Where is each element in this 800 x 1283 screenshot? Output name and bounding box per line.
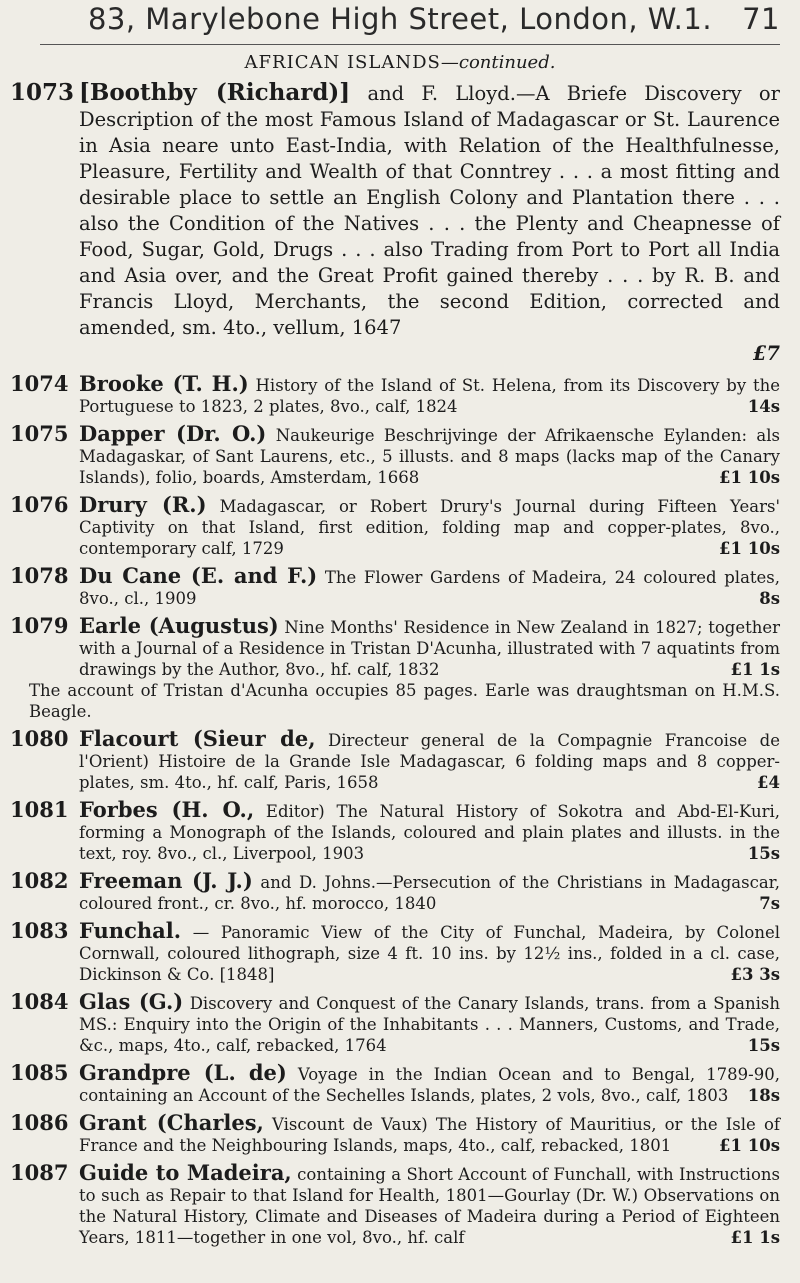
lot-number: 1084 bbox=[10, 989, 69, 1014]
lot-number: 1073 bbox=[10, 79, 75, 106]
entry-description: Directeur general de la Compagnie Francoise de l'Orient) Histoire de la Grande Isle Madagascar, 6 folding maps and 8 copper-plates, sm. 4to., hf. calf, Paris, 1658 bbox=[79, 731, 780, 792]
entry-description: History of the Island of St. Helena, from its Discovery by the Portuguese to 1823, 2 plates, 8vo., calf, 1824 bbox=[79, 376, 781, 416]
entry-description: The Flower Gardens of Madeira, 24 coloured plates, 8vo., cl., 1909 bbox=[79, 568, 781, 608]
entry-author: Funchal. bbox=[79, 918, 182, 943]
catalogue-entry bbox=[10, 373, 780, 417]
lot-number: 1083 bbox=[10, 918, 69, 943]
catalogue-entry bbox=[10, 1162, 780, 1248]
lot-number: 1079 bbox=[10, 613, 69, 638]
entry-price: £1 1s bbox=[730, 1228, 780, 1247]
lot-number: 1085 bbox=[10, 1060, 69, 1085]
section-title: AFRICAN ISLANDS bbox=[244, 52, 441, 73]
lot-number: 1080 bbox=[10, 726, 69, 751]
page-number: 71 bbox=[742, 2, 780, 36]
entry-price: £7 bbox=[752, 342, 780, 365]
entry-author: Forbes (H. O., bbox=[79, 797, 255, 822]
catalogue-entry bbox=[10, 565, 780, 609]
entry-description: Madagascar, or Robert Drury's Journal during Fifteen Years' Captivity on that Island, first edition, folding map and copper-plates, 8vo., contemporary calf, 1729 bbox=[79, 497, 780, 558]
entry-author: Grant (Charles, bbox=[79, 1110, 264, 1135]
lot-number: 1075 bbox=[10, 421, 69, 446]
entry-author: Brooke (T. H.) bbox=[79, 371, 249, 396]
entry-price: 14s bbox=[747, 397, 780, 416]
entry-description: Voyage in the Indian Ocean and to Bengal, 1789-90, containing an Account of the Sechelles Islands, plates, 2 vols, 8vo., calf, 1803 bbox=[79, 1065, 780, 1105]
entry-author: Glas (G.) bbox=[79, 989, 184, 1014]
lot-number: 1074 bbox=[10, 371, 69, 396]
entry-author: [Boothby (Richard)] bbox=[79, 79, 351, 106]
entry-author: Guide to Madeira, bbox=[79, 1160, 292, 1185]
entry-author: Earle (Augustus) bbox=[79, 613, 279, 638]
section-heading bbox=[0, 52, 800, 73]
catalogue-entries bbox=[10, 80, 780, 1254]
header-rule bbox=[40, 44, 780, 45]
entry-price: 15s bbox=[747, 844, 780, 863]
entry-price: £4 bbox=[757, 773, 780, 792]
section-continued: —continued. bbox=[440, 52, 556, 73]
entry-description: Editor) The Natural History of Sokotra and Abd-El-Kuri, forming a Monograph of the Islands, coloured and plain plates and illusts. in the text, roy. 8vo., cl., Liverpool, 1903 bbox=[79, 802, 781, 863]
lot-number: 1081 bbox=[10, 797, 69, 822]
entry-price: £1 10s bbox=[719, 468, 780, 487]
entry-author: Du Cane (E. and F.) bbox=[79, 563, 318, 588]
entry-price: 7s bbox=[759, 894, 780, 913]
entry-author: Flacourt (Sieur de, bbox=[79, 726, 316, 751]
entry-description: and D. Johns.—Persecution of the Christians in Madagascar, coloured front., cr. 8vo., hf. morocco, 1840 bbox=[79, 873, 780, 913]
lot-number: 1078 bbox=[10, 563, 69, 588]
entry-description: Naukeurige Beschrijvinge der Afrikaensche Eylanden: als Madagaskar, of Sant Laurens, etc., 5 illusts. and 8 maps (lacks map of the Canary Islands), folio, boards, Amsterdam, 1668 bbox=[79, 426, 780, 487]
catalogue-entry bbox=[10, 615, 780, 722]
entry-price: £3 3s bbox=[730, 965, 780, 984]
catalogue-entry bbox=[10, 1112, 780, 1156]
running-head bbox=[0, 2, 800, 36]
entry-price: 18s bbox=[747, 1086, 780, 1105]
entry-author: Drury (R.) bbox=[79, 492, 207, 517]
catalogue-entry bbox=[10, 423, 780, 488]
entry-description: Viscount de Vaux) The History of Mauritius, or the Isle of France and the Neighbouring Islands, maps, 4to., calf, rebacked, 1801 bbox=[79, 1115, 780, 1155]
catalogue-entry bbox=[10, 728, 780, 793]
catalogue-entry bbox=[10, 494, 780, 559]
entry-price: £1 10s bbox=[719, 539, 780, 558]
entry-description: Nine Months' Residence in New Zealand in 1827; together with a Journal of a Residence in Tristan D'Acunha, illustrated with 7 aquatints from drawings by the Author, 8vo., hf. calf, 1832 bbox=[79, 618, 780, 679]
entry-description: — Panoramic View of the City of Funchal, Madeira, by Colonel Cornwall, coloured lithograph, size 4 ft. 10 ins. by 12½ ins., folded in a cl. case, Dickinson & Co. [1848] bbox=[79, 923, 780, 984]
entry-note: The account of Tristan d'Acunha occupies 85 pages. Earle was draughtsman on H.M.S. Beagle. bbox=[29, 681, 780, 721]
catalogue-entry bbox=[10, 870, 780, 914]
catalogue-entry bbox=[10, 991, 780, 1056]
entry-price: 8s bbox=[759, 589, 780, 608]
catalogue-entry bbox=[10, 80, 780, 367]
entry-author: Grandpre (L. de) bbox=[79, 1060, 287, 1085]
entry-description: Discovery and Conquest of the Canary Islands, trans. from a Spanish MS.: Enquiry into the Origin of the Inhabitants . . . Manners, Customs, and Trade, &c., maps, 4to., calf, rebacked, 1764 bbox=[79, 994, 780, 1055]
catalogue-entry bbox=[10, 920, 780, 985]
lot-number: 1087 bbox=[10, 1160, 69, 1185]
catalogue-entry bbox=[10, 799, 780, 864]
entry-price: £1 1s bbox=[730, 660, 780, 679]
lot-number: 1082 bbox=[10, 868, 69, 893]
entry-description: containing a Short Account of Funchall, with Instructions to such as Repair to that Island for Health, 1801—Gourlay (Dr. W.) Observations on the Natural History, Climate and Diseases of Madeira during a Period of Eighteen Years, 1811—together in one vol, 8vo., hf. calf bbox=[79, 1165, 780, 1247]
lot-number: 1076 bbox=[10, 492, 69, 517]
address: 83, Marylebone High Street, London, W.1. bbox=[87, 2, 713, 36]
entry-description: and F. Lloyd.—A Briefe Discovery or Description of the most Famous Island of Madagascar or St. Laurence in Asia neare unto East-India, with Relation of the Healthfulnesse, Pleasure, Fertility and Wealth of that Conntrey . . . a most fitting and desirable place to settle an English Colony and Plantation there . . . also the Condition of the Natives . . . the Plenty and Cheapnesse of Food, Sugar, Gold, Drugs . . . also Trading from Port to Port all India and Asia over, and the Great Profit gained thereby . . . by R. B. and Francis Lloyd, Merchants, the second Edition, corrected and amended, sm. 4to., vellum, 1647 bbox=[79, 82, 780, 339]
catalogue-entry bbox=[10, 1062, 780, 1106]
entry-author: Freeman (J. J.) bbox=[79, 868, 253, 893]
entry-price: £1 10s bbox=[719, 1136, 780, 1155]
lot-number: 1086 bbox=[10, 1110, 69, 1135]
entry-author: Dapper (Dr. O.) bbox=[79, 421, 267, 446]
entry-price: 15s bbox=[747, 1036, 780, 1055]
